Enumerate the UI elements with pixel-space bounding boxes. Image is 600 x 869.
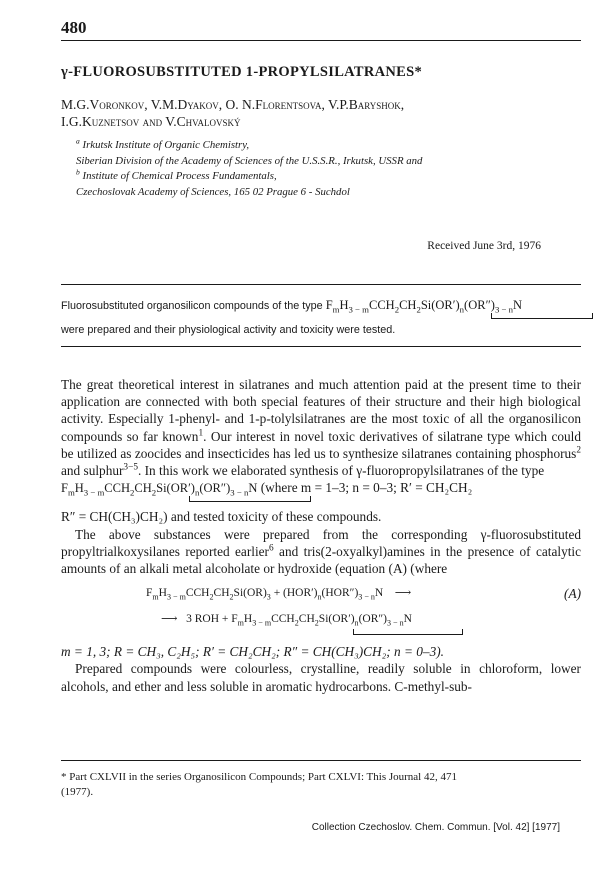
affiliation-b-1: $^b$ Institute of Chemical Process Fundamentals, (76, 167, 277, 182)
authors-line2-text: I.G.Kuznetsov and V.Chvalovský (61, 114, 241, 129)
paragraph-2: The above substances were prepared from the corresponding γ-fluorosubstituted propyltrialkoxysilanes reported earlier$^6$ and tris(2-oxyalkyl)amines in the presence of catalytic amounts of an alkali metal alcoholate or hydroxide (equation (A) (where (61, 526, 582, 577)
abstract-line-2: were prepared and their physiological activity and toxicity were tested. (61, 324, 396, 336)
paper-title: γ-FLUOROSUBSTITUTED 1-PROPYLSILATRANES* (61, 64, 423, 80)
equation-label: (A) (564, 586, 581, 602)
footnote-rule (61, 760, 581, 761)
equation-reactants: $F_mH_{3 - m}CCH_2CH_2Si(OR)_3 + (HOR')_n(HOR'')_{3 - n}N$ ⟶ (146, 587, 412, 602)
journal-citation: Collection Czechoslov. Chem. Commun. [Vol. 42] [1977] (311, 822, 560, 833)
authors-line1-text: M.G.Voronkov, V.M.Dyakov, O. N.Florentsova, V.P.Baryshok, (61, 97, 405, 112)
abstract-bottom-rule (61, 346, 581, 347)
paragraph-1: The great theoretical interest in silatranes and much attention paid at the present time to their application are connected with both special features of their structure and their high biological activity. Especially 1-phenyl- and 1-p-tolylsilatranes are the most toxic of all the organosilicon compounds so far known$^1$. Our interest in novel toxic derivatives of silatrane type which could be utilized as zoocides and insecticides has led us to synthesize silatranes containing phosphorus$^2$ and sulphur$^{3-5}$. In this work we elaborated synthesis of γ-fluoropropylsilatranes of the type (61, 377, 582, 479)
author-line-1 (61, 96, 404, 113)
equation-a (61, 585, 581, 643)
abstract-line-1 (61, 297, 581, 315)
paragraph-1-end: R″ = CH(CH₃)CH₂) and tested toxicity of these compounds. (61, 509, 382, 525)
abstract (61, 297, 581, 339)
equation-products: ⟶ 3 ROH + $F_mH_{3 - m}CCH_2CH_2Si(OR')_n(OR'')_{3 - n}N$ (161, 613, 412, 628)
article-body (61, 376, 581, 695)
affiliations (76, 138, 422, 200)
abstract-top-rule (61, 284, 581, 285)
footnote-line-1: * Part CXLVII in the series Organosilicon Compounds; Part CXLVI: This Journal 42, 471 (61, 771, 457, 783)
paragraph-4: Prepared compounds were colourless, crystalline, readily soluble in chloroform, lower alcohols, and ether and less soluble in aromatic hydrocarbons. C-methyl-sub- (61, 661, 581, 694)
equation-bracket (353, 629, 463, 635)
inline-formula: $F_mH_{3 - m}CCH_2CH_2Si(OR')_n(OR'')_{3 - n}N$ (61, 481, 258, 498)
affiliation-mark-b: b (76, 167, 80, 177)
ref-3-5: 3−5 (123, 462, 138, 473)
author-list (61, 96, 404, 130)
affiliation-b-2: Czechoslovak Academy of Sciences, 165 02 Prague 6 - Suchdol (76, 185, 350, 198)
formula-line (61, 479, 581, 497)
affiliation-a-2: Siberian Division of the Academy of Sciences of the U.S.S.R., Irkutsk, USSR and (76, 154, 423, 167)
received-date: Received June 3rd, 1976 (427, 240, 541, 252)
author-line-2 (61, 113, 404, 130)
paragraph-3: m = 1, 3; R = CH₃, C₂H₅; R′ = CH₂CH₂; R″ = CH(CH₃)CH₂; n = 0–3). (61, 644, 444, 660)
abstract-text-1: Fluorosubstituted organosilicon compounds of the type (61, 300, 323, 312)
affiliation-mark-a: a (76, 136, 80, 146)
page-number: 480 (61, 18, 87, 37)
abstract-formula: $F_mH_{3 - m}CCH_2CH_2Si(OR')_n(OR'')_{3 - n}N$ (325, 298, 523, 315)
ref-6: 6 (268, 543, 274, 554)
inline-formula-bracket (189, 496, 311, 502)
ref-2: 2 (576, 445, 581, 456)
formula-conditions: (where m = 1–3; n = 0–3; R′ = CH₂CH₂ (260, 480, 473, 496)
ref-1: 1 (198, 428, 204, 439)
footnote-line-2: (1977). (61, 785, 94, 798)
affiliation-a-1: $^a$ Irkutsk Institute of Organic Chemistry, (76, 136, 250, 151)
header-rule (61, 40, 581, 41)
footnote (61, 770, 581, 799)
